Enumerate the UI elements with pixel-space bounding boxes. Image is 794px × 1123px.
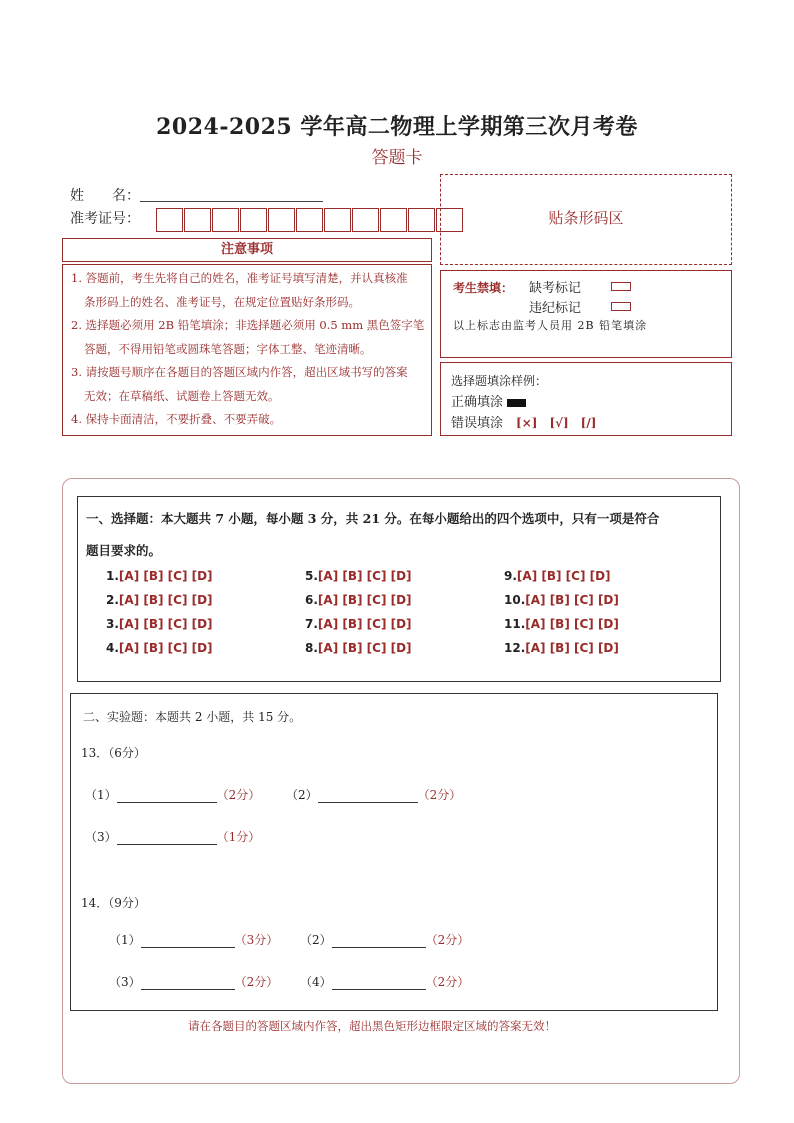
id-cell[interactable] — [184, 208, 211, 232]
fill-sample-box — [440, 362, 732, 436]
q13-row-2: （3） （1分） — [85, 830, 261, 844]
id-cell[interactable] — [380, 208, 407, 232]
section1-title: 一、选择题：本大题共 7 小题，每小题 3 分，共 21 分。在每小题给出的四个选项中，只有一项是符合 — [86, 511, 660, 526]
notes-heading: 注意事项 — [220, 242, 273, 257]
id-number-grid[interactable] — [156, 208, 464, 232]
barcode-area — [440, 174, 732, 265]
mc-question[interactable]: 8.[A] [B] [C] [D] — [305, 641, 412, 655]
name-label: 姓 名： — [70, 188, 140, 204]
answer-blank[interactable] — [117, 790, 217, 803]
mc-question[interactable]: 4.[A] [B] [C] [D] — [106, 641, 213, 655]
answer-blank[interactable] — [332, 935, 426, 948]
answer-blank[interactable] — [141, 977, 235, 990]
section1-title-cont: 题目要求的。 — [86, 543, 162, 558]
id-cell[interactable] — [408, 208, 435, 232]
note-item: 4. 保持卡面清洁，不要折叠、不要弄破。 — [71, 412, 282, 426]
absent-label: 缺考标记 — [529, 281, 582, 296]
answer-blank[interactable] — [332, 977, 426, 990]
forbidden-note: 以上标志由监考人员用 2B 铅笔填涂 — [453, 319, 648, 332]
section2-title: 二、实验题：本题共 2 小题，共 15 分。 — [83, 710, 302, 724]
answer-blank[interactable] — [141, 935, 235, 948]
id-cell[interactable] — [324, 208, 351, 232]
answer-blank[interactable] — [318, 790, 418, 803]
multiple-choice-section — [77, 496, 721, 682]
mc-question[interactable]: 3.[A] [B] [C] [D] — [106, 617, 213, 631]
note-item: 2. 选择题必须用 2B 铅笔填涂；非选择题必须用 0.5 mm 黑色签字笔 答题，不得用铅笔或圆珠笔答题；字体工整、笔迹清晰。 — [71, 318, 425, 356]
violation-mark[interactable] — [611, 302, 631, 311]
wrong-fill-row — [451, 412, 596, 431]
id-label: 准考证号： — [70, 211, 140, 227]
filled-mark-icon — [507, 399, 526, 407]
fill-sample-title: 选择题填涂样例： — [451, 374, 548, 388]
id-cell[interactable] — [352, 208, 379, 232]
mc-question[interactable]: 5.[A] [B] [C] [D] — [305, 569, 412, 583]
absent-mark[interactable] — [611, 282, 631, 291]
wrong-fill-label: 错误填涂 — [451, 416, 504, 431]
violation-label: 违纪标记 — [529, 301, 582, 316]
mc-column-3 — [504, 569, 619, 665]
mc-question[interactable]: 7.[A] [B] [C] [D] — [305, 617, 412, 631]
q14-row-1: （1） （3分） （2） （2分） — [109, 933, 470, 947]
page-subtitle: 答题卡 — [371, 148, 423, 168]
id-cell[interactable] — [156, 208, 183, 232]
forbidden-box — [440, 270, 732, 358]
question-14-title: 14．（9分） — [81, 896, 146, 910]
page-title: 2024-2025 学年高二物理上学期第三次月考卷 — [156, 114, 638, 140]
wrong-fill-marks: [×] [√] [/] — [516, 416, 597, 430]
id-cell[interactable] — [240, 208, 267, 232]
mc-question[interactable]: 6.[A] [B] [C] [D] — [305, 593, 412, 607]
correct-fill-row — [451, 391, 526, 410]
forbidden-label: 考生禁填： — [453, 281, 514, 295]
answer-blank[interactable] — [117, 832, 217, 845]
barcode-label: 贴条形码区 — [548, 209, 624, 227]
experiment-section — [70, 693, 718, 1011]
id-cell[interactable] — [212, 208, 239, 232]
id-cell[interactable] — [296, 208, 323, 232]
correct-fill-label: 正确填涂 — [451, 395, 504, 410]
mc-question[interactable]: 12.[A] [B] [C] [D] — [504, 641, 619, 655]
id-cell[interactable] — [268, 208, 295, 232]
mc-question[interactable]: 11.[A] [B] [C] [D] — [504, 617, 619, 631]
q13-row-1: （1） （2分） （2） （2分） — [85, 788, 462, 802]
mc-column-1 — [106, 569, 213, 665]
mc-question[interactable]: 2.[A] [B] [C] [D] — [106, 593, 213, 607]
q14-row-2: （3） （2分） （4） （2分） — [109, 975, 470, 989]
name-field[interactable] — [140, 201, 323, 202]
mc-column-2 — [305, 569, 412, 665]
mc-question[interactable]: 10.[A] [B] [C] [D] — [504, 593, 619, 607]
footer-warning: 请在各题目的答题区域内作答，超出黑色矩形边框限定区域的答案无效！ — [188, 1019, 556, 1033]
question-13-title: 13．（6分） — [81, 746, 146, 760]
mc-question[interactable]: 1.[A] [B] [C] [D] — [106, 569, 213, 583]
note-item: 3. 请按题号顺序在各题目的答题区域内作答，超出区域书写的答案 无效；在草稿纸、试题卷上答题无效。 — [71, 365, 408, 403]
notes-heading-box — [62, 238, 432, 262]
note-item: 1. 答题前，考生先将自己的姓名，准考证号填写清楚，并认真核准 条形码上的姓名、准考证号，在规定位置贴好条形码。 — [71, 271, 408, 309]
mc-question[interactable]: 9.[A] [B] [C] [D] — [504, 569, 611, 583]
notes-box — [62, 264, 432, 436]
